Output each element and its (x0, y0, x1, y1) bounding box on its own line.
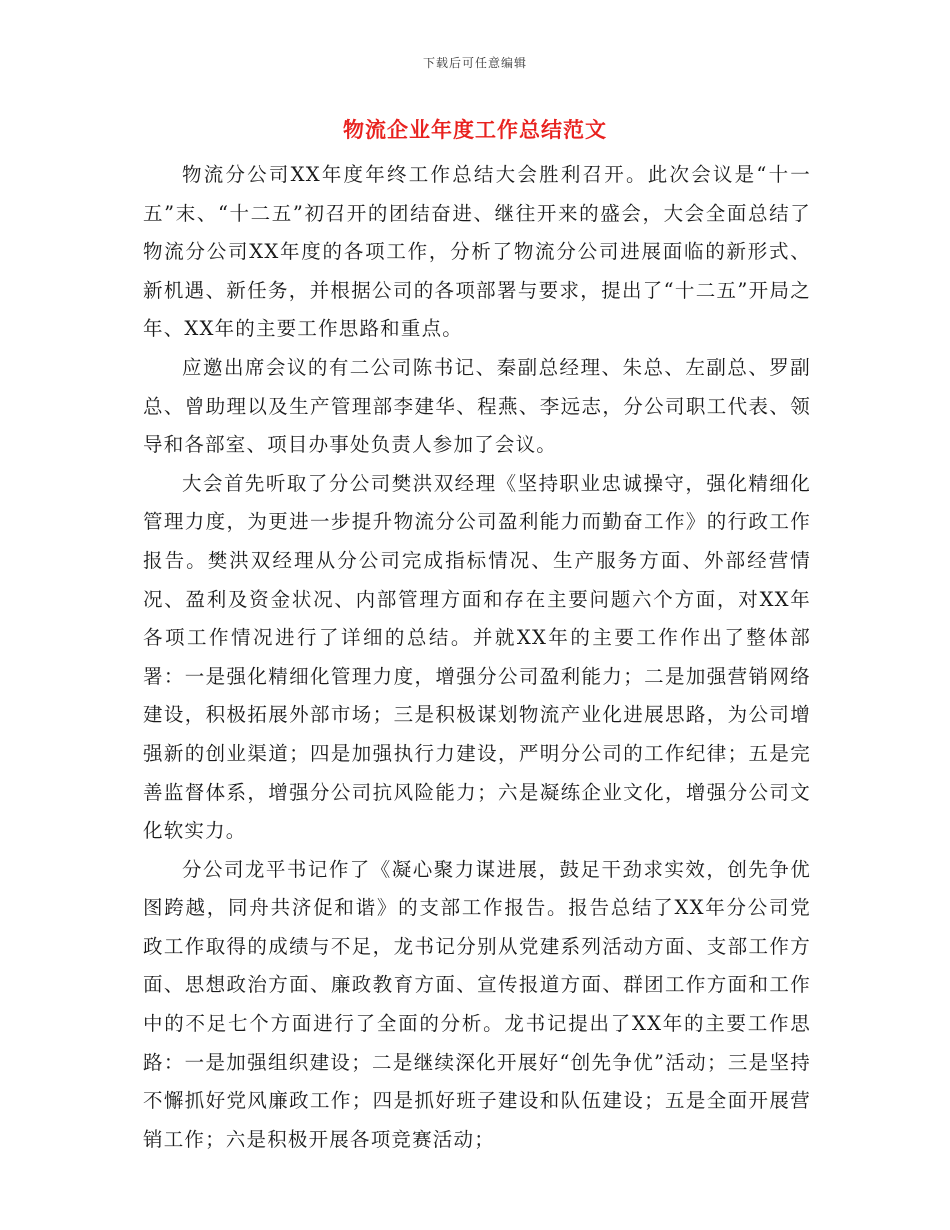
paragraph-1: 物流分公司XX年度年终工作总结大会胜利召开。此次会议是“十一五”末、“十二五”初召开的团结奋进、继往开来的盛会，大会全面总结了物流分公司XX年度的各项工作，分析了物流分公司进展面临的新形式、新机遇、新任务，并根据公司的各项部署与要求，提出了“十二五”开局之年、XX年的主要工作思路和重点。 (143, 163, 811, 341)
document-body (143, 156, 811, 1159)
document-title: 物流企业年度工作总结范文 (343, 117, 607, 142)
paragraph-2: 应邀出席会议的有二公司陈书记、秦副总经理、朱总、左副总、罗副总、曾助理以及生产管理部李建华、程燕、李远志，分公司职工代表、领导和各部室、项目办事处负责人参加了会议。 (143, 355, 811, 457)
paragraph-3: 大会首先听取了分公司樊洪双经理《坚持职业忠诚操守，强化精细化管理力度，为更进一步提升物流分公司盈利能力而勤奋工作》的行政工作报告。樊洪双经理从分公司完成指标情况、生产服务方面、外部经营情况、盈利及资金状况、内部管理方面和存在主要问题六个方面，对XX年各项工作情况进行了详细的总结。并就XX年的主要工作作出了整体部署：一是强化精细化管理力度，增强分公司盈利能力；二是加强营销网络建设，积极拓展外部市场；三是积极谋划物流产业化进展思路，为公司增强新的创业渠道；四是加强执行力建设，严明分公司的工作纪律；五是完善监督体系，增强分公司抗风险能力；六是凝练企业文化，增强分公司文化软实力。 (143, 471, 811, 843)
header-note: 下载后可任意编辑 (422, 56, 527, 70)
paragraph-4: 分公司龙平书记作了《凝心聚力谋进展，鼓足干劲求实效，创先争优图跨越，同舟共济促和谐》的支部工作报告。报告总结了XX年分公司党政工作取得的成绩与不足，龙书记分别从党建系列活动方面、支部工作方面、思想政治方面、廉政教育方面、宣传报道方面、群团工作方面和工作中的不足七个方面进行了全面的分析。龙书记提出了XX年的主要工作思路：一是加强组织建设；二是继续深化开展好“创先争优”活动；三是坚持不懈抓好党风廉政工作；四是抓好班子建设和队伍建设；五是全面开展营销工作；六是积极开展各项竞赛活动； (143, 857, 811, 1151)
